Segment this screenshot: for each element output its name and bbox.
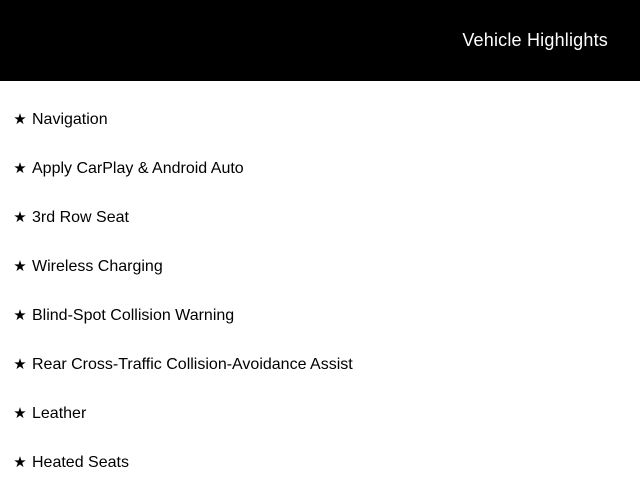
page-header: [0, 0, 640, 81]
list-item: [0, 144, 640, 193]
page-title: Vehicle Highlights: [462, 30, 608, 50]
highlight-label: Apply CarPlay & Android Auto: [32, 159, 244, 177]
highlight-label: 3rd Row Seat: [32, 208, 129, 226]
list-item: [0, 389, 640, 438]
star-icon: ★: [13, 258, 27, 275]
list-item: [0, 340, 640, 389]
highlight-label: Rear Cross-Traffic Collision-Avoidance Assist: [32, 355, 353, 373]
star-icon: ★: [13, 454, 27, 471]
star-icon: ★: [13, 160, 27, 177]
star-icon: ★: [13, 405, 27, 422]
vehicle-highlights-list: [0, 81, 640, 487]
list-item: [0, 95, 640, 144]
highlight-label: Blind-Spot Collision Warning: [32, 306, 235, 324]
highlight-label: Heated Seats: [32, 453, 129, 471]
star-icon: ★: [13, 356, 27, 373]
highlight-label: Wireless Charging: [32, 257, 163, 275]
star-icon: ★: [13, 307, 27, 324]
list-item: [0, 291, 640, 340]
star-icon: ★: [13, 111, 27, 128]
highlight-label: Navigation: [32, 110, 108, 128]
list-item: [0, 242, 640, 291]
highlight-label: Leather: [32, 404, 87, 422]
list-item: [0, 193, 640, 242]
star-icon: ★: [13, 209, 27, 226]
